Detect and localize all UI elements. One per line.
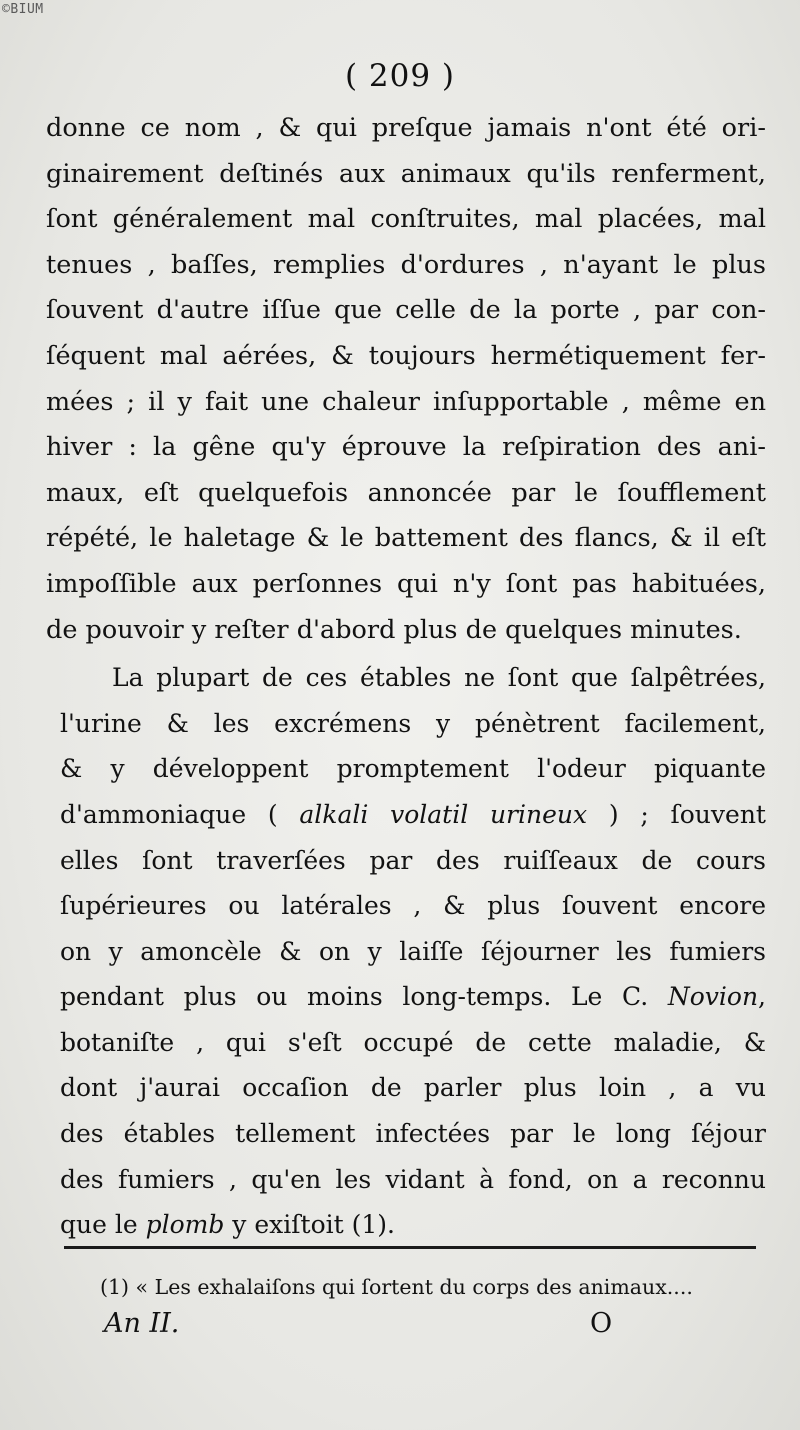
text-segment: ,: [758, 982, 766, 1012]
text-line: dont j'aurai occaſion de parler plus loin , a vu: [60, 1073, 766, 1103]
signature-mark-right: O: [590, 1308, 613, 1339]
text-segment: que le: [60, 1210, 146, 1240]
text-line: maux, eſt quelquefois annoncée par le ſoufflement: [46, 477, 766, 508]
signature-mark-left: An II.: [104, 1308, 180, 1339]
paragraph-1: [46, 106, 766, 653]
text-line: répété, le haletage & le battement des flancs, & il eſt: [46, 523, 766, 554]
text-line: & y développent promptement l'odeur piquante: [60, 754, 766, 784]
text-line: botaniſte , qui s'eſt occupé de cette maladie, &: [60, 1027, 766, 1057]
italic-name: Novion: [667, 982, 759, 1012]
text-line: [60, 1202, 766, 1248]
text-line: La plupart de ces étables ne ſont que ſalpêtrées,: [112, 663, 766, 693]
text-line: ſont généralement mal conſtruites, mal placées, mal: [46, 204, 766, 235]
text-line: des étables tellement infectées par le long ſéjour: [60, 1119, 766, 1149]
text-line: ginairement deſtinés aux animaux qu'ils renferment,: [46, 158, 766, 189]
text-line: [60, 792, 766, 838]
text-line: ſouvent d'autre iſſue que celle de la porte , par con-: [46, 295, 766, 326]
text-line: [60, 974, 766, 1020]
text-line: de pouvoir y reſter d'abord plus de quelques minutes.: [46, 614, 742, 645]
text-line: ſupérieures ou latérales , & plus ſouvent encore: [60, 891, 766, 921]
body-text: [46, 106, 766, 1248]
text-segment: y exiſtoit (1).: [224, 1210, 395, 1240]
text-segment: pendant plus ou moins long-temps. Le C.: [60, 982, 668, 1012]
text-line: elles ſont traverſées par des ruiſſeaux de cours: [60, 845, 766, 875]
text-line: impoſſible aux perſonnes qui n'y ſont pas habituées,: [46, 568, 766, 599]
italic-term: alkali volatil urineux: [299, 799, 588, 829]
text-line: des fumiers , qu'en les vidant à fond, on a reconnu: [60, 1164, 766, 1194]
text-line: donne ce nom , & qui preſque jamais n'ont été ori-: [46, 113, 766, 143]
text-segment: d'ammoniaque (: [60, 799, 300, 829]
text-line: ſéquent mal aérées, & toujours hermétiquement fer-: [46, 340, 766, 371]
text-line: tenues , baſſes, remplies d'ordures , n'ayant le plus: [46, 249, 766, 280]
italic-term: plomb: [145, 1210, 225, 1240]
page-number: ( 209 ): [344, 58, 456, 94]
text-line: l'urine & les excrémens y pénètrent facilement,: [60, 708, 766, 738]
paragraph-2: [46, 655, 766, 1248]
text-line: mées ; il y fait une chaleur inſupportable , même en: [46, 386, 766, 417]
text-line: hiver : la gêne qu'y éprouve la reſpiration des ani-: [46, 432, 766, 463]
footnote-divider: [64, 1246, 756, 1249]
text-segment: ) ; ſouvent: [587, 799, 766, 829]
text-line: on y amoncèle & on y laiſſe ſéjourner les fumiers: [60, 936, 766, 966]
footnote: (1) « Les exhalaiſons qui ſortent du corps des animaux....: [100, 1275, 693, 1299]
library-watermark: ©BIUM: [2, 2, 44, 17]
